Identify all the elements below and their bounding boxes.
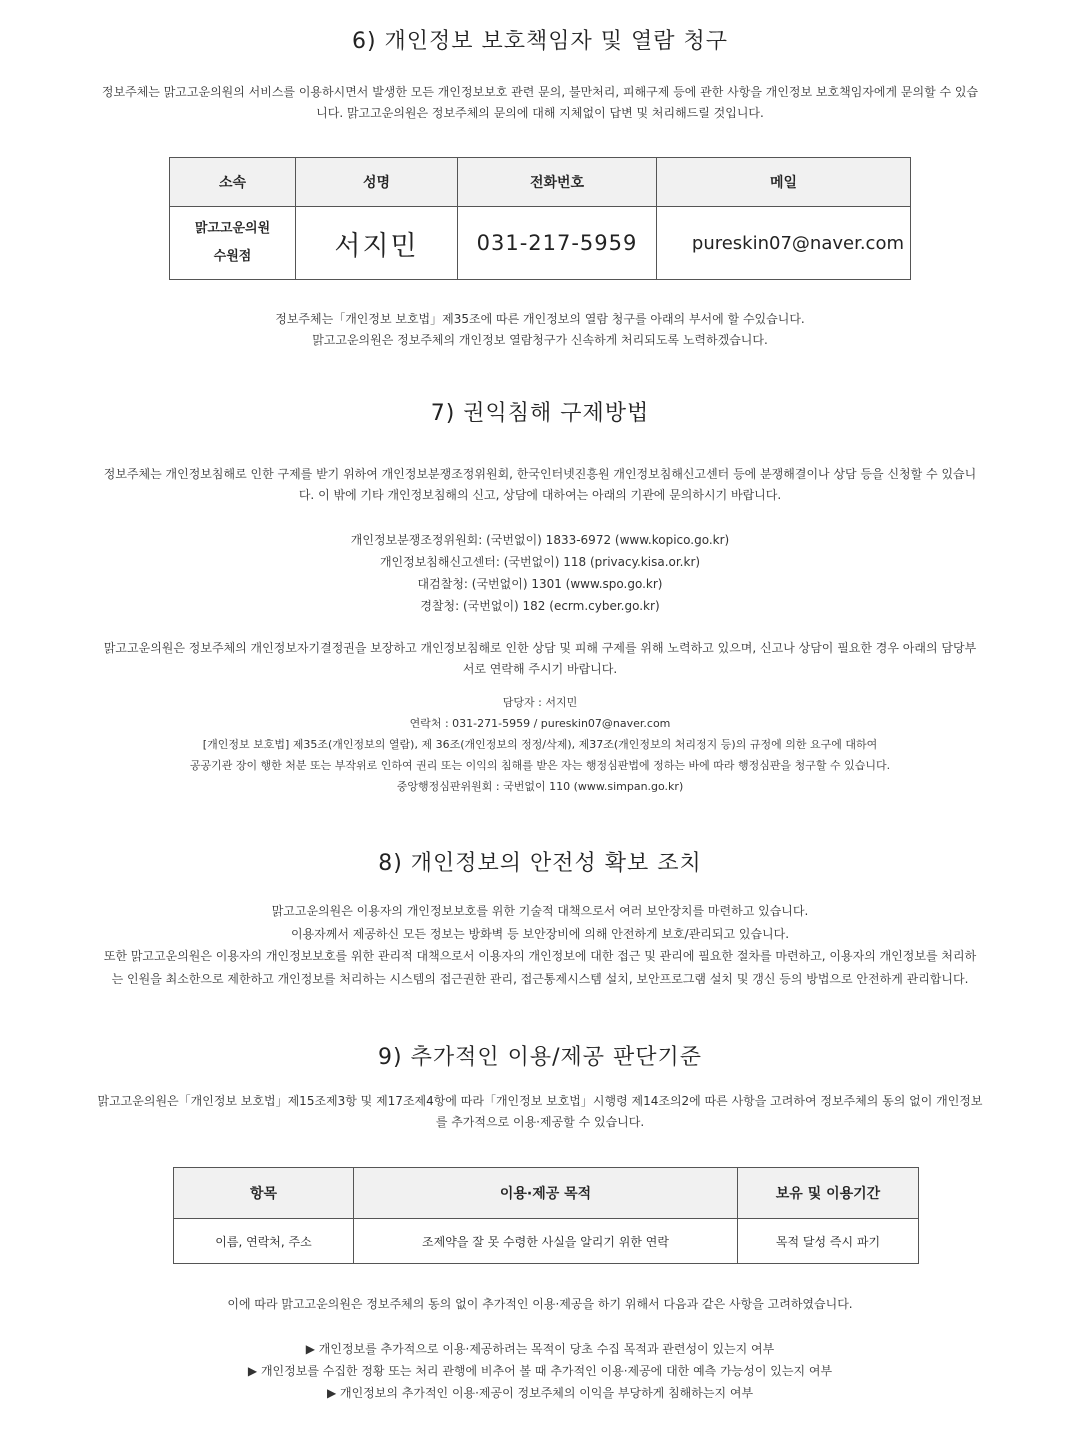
agency-police: 경찰청: (국번없이) 182 (ecrm.cyber.go.kr): [420, 599, 660, 613]
text-line: 는 인원을 최소한으로 제한하고 개인정보를 처리하는 시스템의 접근권한 관리, 접근통제시스템 설치, 보안프로그램 설치 및 갱신 등의 방법으로 안전하게 관리합니다.: [111, 971, 969, 986]
text-line: 정보주체는 개인정보침해로 인한 구제를 받기 위하여 개인정보분쟁조정위원회, 한국인터넷진흥원 개인정보침해신고센터 등에 분쟁해결이나 상담 등을 신청할 수 있습니: [103, 467, 977, 481]
section-7-title: 7) 권익침해 구제방법: [430, 401, 650, 426]
contact-info: 연락처 : 031-271-5959 / pureskin07@naver.com: [409, 717, 671, 730]
agency-list: [0, 529, 1080, 617]
text-line: 정보주체는 맑고고운의원의 서비스를 이용하시면서 발생한 모든 개인정보보호 관련 문의, 불만처리, 피해구제 등에 관한 사항을 개인정보 보호책임자에게 문의할 수 있습: [101, 85, 979, 99]
agency-kopico: 개인정보분쟁조정위원회: (국번없이) 1833-6972 (www.kopico.go.kr): [350, 533, 730, 547]
header-name: 성명: [296, 158, 458, 207]
table-header-row: [170, 158, 911, 207]
header-item: 항목: [174, 1168, 354, 1219]
org-branch: 수원점: [213, 249, 252, 264]
section-8-title: 8) 개인정보의 안전성 확보 조치: [378, 851, 702, 876]
section-9-after: [0, 1294, 1080, 1315]
criteria-item: ▶ 개인정보를 추가적으로 이용·제공하려는 목적이 당초 수집 목적과 관련성이 있는지 여부: [305, 1342, 775, 1356]
cell-email: pureskin07@naver.com: [657, 207, 911, 280]
section-7-support: [0, 638, 1080, 680]
criteria-item: ▶ 개인정보의 추가적인 이용·제공이 정보주체의 이익을 부당하게 침해하는지 여부: [326, 1386, 754, 1400]
text-line: 이용자께서 제공하신 모든 정보는 방화벽 등 보안장비에 의해 안전하게 보호/관리되고 있습니다.: [290, 926, 790, 941]
criteria-item: ▶ 개인정보를 수집한 정황 또는 처리 관행에 비추어 볼 때 추가적인 이용·제공에 대한 예측 가능성이 있는지 여부: [247, 1364, 833, 1378]
contact-block: [0, 692, 1080, 797]
text-line: 또한 맑고고운의원은 이용자의 개인정보보호를 위한 관리적 대책으로서 이용자의 개인정보에 대한 접근 및 관리에 필요한 절차를 마련하고, 이용자의 개인정보를 처리하: [103, 949, 977, 963]
text-line: 맑고고운의원은 정보주체의 개인정보자기결정권을 보장하고 개인정보침해로 인한 상담 및 피해 구제를 위해 노력하고 있으며, 신고나 상담이 필요한 경우 아래의 담당부: [103, 641, 977, 655]
agency-spo: 대검찰청: (국번없이) 1301 (www.spo.go.kr): [417, 577, 663, 591]
section-9-title: 9) 추가적인 이용/제공 판단기준: [378, 1045, 702, 1070]
privacy-officer-table: [169, 157, 911, 280]
cell-retention: 목적 달성 즉시 파기: [738, 1219, 919, 1264]
header-phone: 전화번호: [458, 158, 657, 207]
header-purpose: 이용·제공 목적: [354, 1168, 738, 1219]
header-affiliation: 소속: [170, 158, 296, 207]
cell-purpose: 조제약을 잘 못 수령한 사실을 알리기 위한 연락: [354, 1219, 738, 1264]
text-line: 맑고고운의원은 이용자의 개인정보보호를 위한 기술적 대책으로서 여러 보안장치를 마련하고 있습니다.: [271, 904, 809, 918]
text-line: 니다. 맑고고운의원은 정보주체의 문의에 대해 지체없이 답변 및 처리해드릴 것입니다.: [316, 106, 764, 120]
text-line: 맑고고운의원은 정보주체의 개인정보 열람청구가 신속하게 처리되도록 노력하겠습니다.: [312, 333, 768, 347]
cell-officer-name: 서지민: [296, 207, 458, 280]
section-8-body: [0, 900, 1080, 990]
table-header-row: [174, 1168, 919, 1219]
cell-item: 이름, 연락처, 주소: [174, 1219, 354, 1264]
table-row: [170, 207, 911, 280]
contact-person: 담당자 : 서지민: [502, 696, 578, 709]
header-retention: 보유 및 이용기간: [738, 1168, 919, 1219]
text-line: 를 추가적으로 이용·제공할 수 있습니다.: [435, 1115, 645, 1129]
section-6-intro: [0, 82, 1080, 124]
text-line: 서로 연락해 주시기 바랍니다.: [462, 662, 618, 676]
text-line: 다. 이 밖에 기타 개인정보침해의 신고, 상담에 대하여는 아래의 기관에 문의하시기 바랍니다.: [298, 488, 782, 502]
cell-affiliation: [170, 207, 296, 280]
text-line: 정보주체는「개인정보 보호법」제35조에 따른 개인정보의 열람 청구를 아래의 부서에 할 수있습니다.: [275, 312, 805, 326]
agency-kisa: 개인정보침해신고센터: (국번없이) 118 (privacy.kisa.or.kr): [379, 555, 701, 569]
additional-use-table: [173, 1167, 919, 1264]
criteria-list: [0, 1338, 1080, 1404]
cell-phone: 031-217-5959: [458, 207, 657, 280]
section-6-after: [0, 309, 1080, 351]
header-email: 메일: [657, 158, 911, 207]
table-row: [174, 1219, 919, 1264]
text-line: 맑고고운의원은「개인정보 보호법」제15조제3항 및 제17조제4항에 따라「개인정보 보호법」시행령 제14조의2에 따른 사항을 고려하여 정보주체의 동의 없이 개인정보: [97, 1094, 983, 1108]
simpan-contact: 중앙행정심판위원회 : 국번없이 110 (www.simpan.go.kr): [396, 780, 684, 793]
section-9-intro: [0, 1091, 1080, 1133]
text-line: 이에 따라 맑고고운의원은 정보주체의 동의 없이 추가적인 이용·제공을 하기 위해서 다음과 같은 사항을 고려하였습니다.: [227, 1297, 853, 1311]
org-name: 맑고고운의원: [194, 221, 271, 236]
law-reference: [개인정보 보호법] 제35조(개인정보의 열람), 제 36조(개인정보의 정정/삭제), 제37조(개인정보의 처리정지 등)의 규정에 의한 요구에 대하여: [202, 738, 878, 751]
law-reference: 공공기관 장이 행한 처분 또는 부작위로 인하여 권리 또는 이익의 침해를 받은 자는 행정심판법에 정하는 바에 따라 행정심판을 청구할 수 있습니다.: [189, 759, 891, 772]
section-6-title: 6) 개인정보 보호책임자 및 열람 청구: [351, 29, 729, 54]
section-7-intro: [0, 464, 1080, 506]
